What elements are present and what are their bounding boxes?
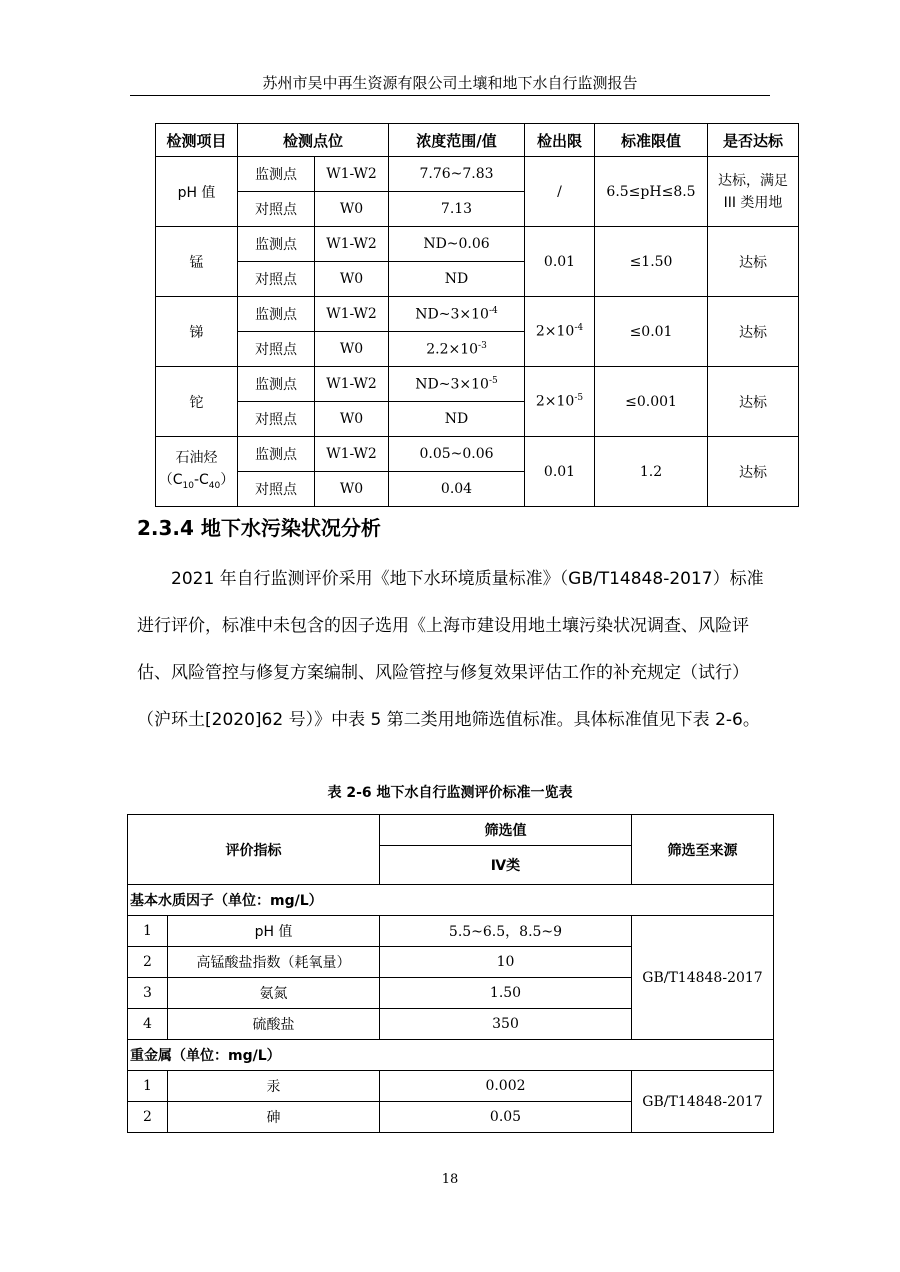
indicator-name: pH 值 xyxy=(168,916,380,947)
value-exponent: -4 xyxy=(488,305,498,316)
limit-exponent: -5 xyxy=(574,393,584,404)
screen-value: 10 xyxy=(380,947,632,978)
value xyxy=(389,367,525,402)
value: 7.76~7.83 xyxy=(389,157,525,192)
range-mid: -C xyxy=(193,471,209,488)
item-name: 锑 xyxy=(156,297,238,367)
point-id: W0 xyxy=(315,402,389,437)
point-type: 监测点 xyxy=(238,157,315,192)
range-start-sub: 10 xyxy=(182,480,194,491)
range-end-sub: 40 xyxy=(208,480,221,491)
source: GB/T14848-2017 xyxy=(632,916,774,1040)
header-range: 浓度范围/值 xyxy=(389,124,525,157)
point-type: 对照点 xyxy=(238,472,315,507)
row-number: 4 xyxy=(128,1009,168,1040)
screen-value: 0.05 xyxy=(380,1102,632,1133)
point-type: 监测点 xyxy=(238,437,315,472)
header-divider xyxy=(130,95,770,96)
point-id: W0 xyxy=(315,472,389,507)
value: 7.13 xyxy=(389,192,525,227)
value: ND xyxy=(389,262,525,297)
value-exponent: -5 xyxy=(488,375,498,386)
indicator-name: 氨氮 xyxy=(168,978,380,1009)
monitoring-results-table xyxy=(155,123,799,507)
indicator-name: 高锰酸盐指数（耗氧量） xyxy=(168,947,380,978)
compliance: 达标 xyxy=(708,437,799,507)
table-row xyxy=(128,1071,774,1102)
group-row xyxy=(128,885,774,916)
value xyxy=(389,297,525,332)
standard-limit: 6.5≤pH≤8.5 xyxy=(595,157,708,227)
indicator-name: 汞 xyxy=(168,1071,380,1102)
point-type: 对照点 xyxy=(238,262,315,297)
header-item: 检测项目 xyxy=(156,124,238,157)
screen-value: 1.50 xyxy=(380,978,632,1009)
point-id: W0 xyxy=(315,192,389,227)
standard-limit: ≤0.001 xyxy=(595,367,708,437)
table-row xyxy=(156,437,799,472)
detection-limit: 0.01 xyxy=(525,437,595,507)
value xyxy=(389,332,525,367)
page-number: 18 xyxy=(441,1172,459,1187)
point-id: W1-W2 xyxy=(315,367,389,402)
table-row xyxy=(156,367,799,402)
row-number: 2 xyxy=(128,1102,168,1133)
point-id: W0 xyxy=(315,332,389,367)
value-base: 2.2×10 xyxy=(426,341,479,358)
detection-limit: / xyxy=(525,157,595,227)
page-header-title: 苏州市吴中再生资源有限公司土壤和地下水自行监测报告 xyxy=(262,74,638,92)
table-row xyxy=(156,157,799,192)
group-title: 重金属（单位：mg/L） xyxy=(128,1040,774,1071)
header-limit: 检出限 xyxy=(525,124,595,157)
point-id: W1-W2 xyxy=(315,157,389,192)
point-id: W1-W2 xyxy=(315,297,389,332)
section-heading: 2.3.4 地下水污染状况分析 xyxy=(137,516,381,540)
detection-limit xyxy=(525,297,595,367)
standard-limit: ≤1.50 xyxy=(595,227,708,297)
table-row xyxy=(156,227,799,262)
group-row xyxy=(128,1040,774,1071)
screen-value: 5.5~6.5，8.5~9 xyxy=(380,916,632,947)
point-type: 对照点 xyxy=(238,402,315,437)
value-base: ND~3×10 xyxy=(415,376,489,393)
table-caption: 表 2-6 地下水自行监测评价标准一览表 xyxy=(327,785,573,801)
item-name-main: 石油烃 xyxy=(175,449,218,466)
header-source: 筛选至来源 xyxy=(632,815,774,885)
compliance: 达标 xyxy=(708,227,799,297)
value-exponent: -3 xyxy=(478,340,487,351)
detection-limit xyxy=(525,367,595,437)
item-name: pH 值 xyxy=(156,157,238,227)
body-paragraph xyxy=(137,556,772,744)
indicator-name: 砷 xyxy=(168,1102,380,1133)
header-compliance: 是否达标 xyxy=(708,124,799,157)
header-indicator: 评价指标 xyxy=(128,815,380,885)
limit-exponent: -4 xyxy=(574,323,584,334)
group-title: 基本水质因子（单位：mg/L） xyxy=(128,885,774,916)
table-row xyxy=(156,297,799,332)
groundwater-standard-table xyxy=(127,814,774,1133)
point-id: W1-W2 xyxy=(315,227,389,262)
indicator-name: 硫酸盐 xyxy=(168,1009,380,1040)
item-name: 铊 xyxy=(156,367,238,437)
standard-limit: ≤0.01 xyxy=(595,297,708,367)
standard-limit: 1.2 xyxy=(595,437,708,507)
item-name xyxy=(156,437,238,507)
row-number: 1 xyxy=(128,1071,168,1102)
value: ND xyxy=(389,402,525,437)
limit-base: 2×10 xyxy=(535,393,575,410)
point-type: 对照点 xyxy=(238,192,315,227)
header-point: 检测点位 xyxy=(238,124,389,157)
point-type: 监测点 xyxy=(238,297,315,332)
row-number: 1 xyxy=(128,916,168,947)
table-header-row xyxy=(128,815,774,846)
screen-value: 0.002 xyxy=(380,1071,632,1102)
compliance: 达标 xyxy=(708,297,799,367)
header-screen-value: 筛选值 xyxy=(380,815,632,846)
item-name-range xyxy=(158,471,235,491)
source: GB/T14848-2017 xyxy=(632,1071,774,1133)
range-open: （C xyxy=(158,471,183,488)
item-name: 锰 xyxy=(156,227,238,297)
row-number: 3 xyxy=(128,978,168,1009)
value-base: ND~3×10 xyxy=(415,306,489,323)
paragraph-text: 2021 年自行监测评价采用《地下水环境质量标准》（GB/T14848-2017）标准进行评价，标准中未包含的因子选用《上海市建设用地土壤污染状况调查、风险评估、风险管控与修复方案编制、风险管控与修复效果评估工作的补充规定（试行）（沪环土[2020]62 号）》中表 5 第二类用地筛选值标准。具体标准值见下表 2-6。 xyxy=(137,569,764,730)
point-type: 监测点 xyxy=(238,227,315,262)
table-row xyxy=(128,916,774,947)
row-number: 2 xyxy=(128,947,168,978)
value: ND~0.06 xyxy=(389,227,525,262)
point-id: W0 xyxy=(315,262,389,297)
detection-limit: 0.01 xyxy=(525,227,595,297)
limit-base: 2×10 xyxy=(535,323,575,340)
point-type: 监测点 xyxy=(238,367,315,402)
point-type: 对照点 xyxy=(238,332,315,367)
compliance: 达标 xyxy=(708,367,799,437)
table-header-row xyxy=(156,124,799,157)
header-standard: 标准限值 xyxy=(595,124,708,157)
header-class: Ⅳ类 xyxy=(380,846,632,885)
value: 0.04 xyxy=(389,472,525,507)
value: 0.05~0.06 xyxy=(389,437,525,472)
screen-value: 350 xyxy=(380,1009,632,1040)
range-close: ） xyxy=(220,471,235,488)
compliance: 达标，满足III 类用地 xyxy=(708,157,799,227)
point-id: W1-W2 xyxy=(315,437,389,472)
